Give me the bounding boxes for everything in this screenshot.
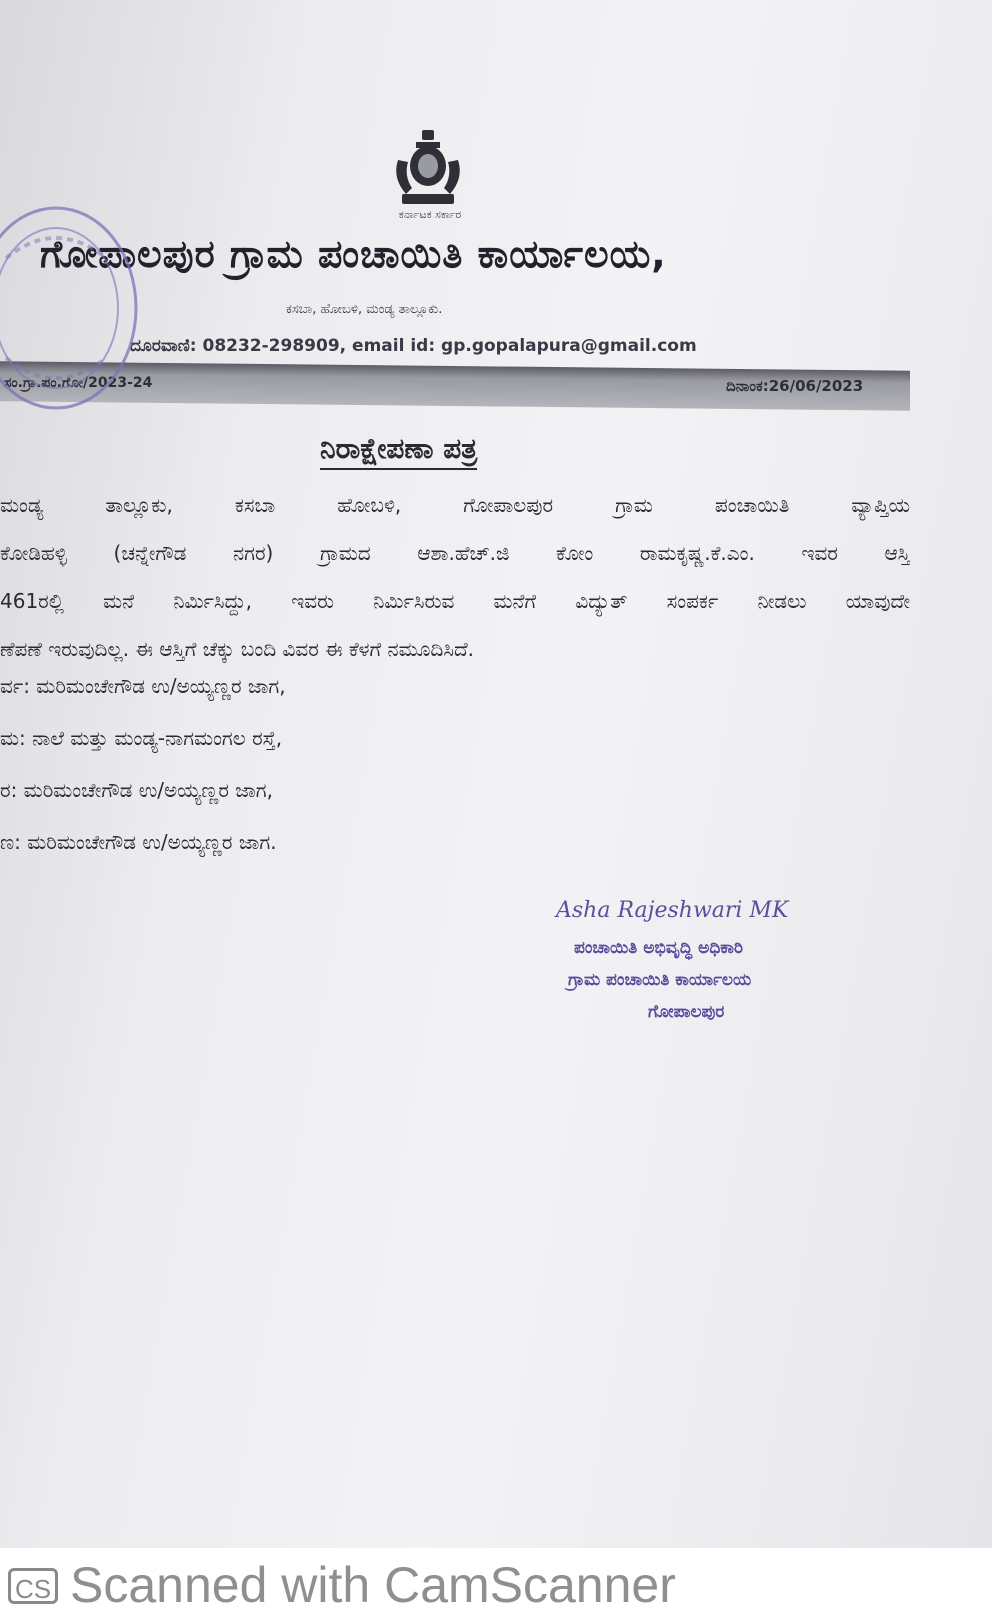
boundary-south: ಣ: ಮರಿಮಂಚೇಗೌಡ ಉ/ಅಯ್ಯಣ್ಣರ ಜಾಗ. xyxy=(0,830,277,854)
paragraph-line: ಕೋಡಿಹಳ್ಳಿ (ಚನ್ನೇಗೌಡ ನಗರ) ಗ್ರಾಮದ ಆಶಾ.ಹೆಚ್.ಜಿ ಕೋಂ ರಾಮಕೃಷ್ಣ.ಕೆ.ಎಂ. ಇವರ ಆಸ್ತಿ xyxy=(0,541,910,565)
signature-block xyxy=(556,898,876,1028)
watermark-text: Scanned with CamScanner xyxy=(70,1557,676,1613)
government-label: ಕರ್ನಾಟಕ ಸರ್ಕಾರ xyxy=(398,208,462,221)
paragraph-line: ಣೆಪಣೆ ಇರುವುದಿಲ್ಲ. ಈ ಆಸ್ತಿಗೆ ಚೆಕ್ಕು ಬಂದಿ ವಿವರ ಈ ಕೆಳಗೆ ನಮೂದಿಸಿದೆ. xyxy=(0,637,475,661)
handwritten-signature: Asha Rajeshwari MK xyxy=(556,898,789,923)
paragraph-line: 461ರಲ್ಲಿ ಮನೆ ನಿರ್ಮಿಸಿದ್ದು, ಇವರು ನಿರ್ಮಿಸಿರುವ ಮನೆಗೆ ವಿದ್ಯುತ್ ಸಂಪರ್ಕ ನೀಡಲು ಯಾವುದೇ xyxy=(0,589,910,613)
reference-number: ಸಂ.ಗ್ರಾ.ಪಂ.ಗೋ/2023-24 xyxy=(4,375,153,391)
boundary-north: ರ: ಮರಿಮಂಚೇಗೌಡ ಉ/ಅಯ್ಯಣ್ಣರ ಜಾಗ, xyxy=(0,778,273,802)
paragraph-line: ಮಂಡ್ಯ ತಾಲ್ಲೂಕು, ಕಸಬಾ ಹೋಬಳಿ, ಗೋಪಾಲಪುರ ಗ್ರಾಮ ಪಂಚಾಯಿತಿ ವ್ಯಾಪ್ತಿಯ xyxy=(0,493,910,517)
document-heading: ನಿರಾಕ್ಷೇಪಣಾ ಪತ್ರ xyxy=(320,432,477,470)
body-paragraph xyxy=(0,482,910,674)
signatory-designation: ಪಂಚಾಯಿತಿ ಅಭಿವೃದ್ಧಿ ಅಧಿಕಾರಿ xyxy=(574,938,743,958)
camscanner-logo-icon: CS xyxy=(8,1568,58,1604)
office-title: ಗೋಪಾಲಪುರ ಗ್ರಾಮ ಪಂಚಾಯಿತಿ ಕಾರ್ಯಾಲಯ, xyxy=(40,232,667,276)
contact-line: ದೂರವಾಣಿ: 08232-298909, email id: gp.gopalapura@gmail.com xyxy=(130,336,697,356)
signatory-place: ಗೋಪಾಲಪುರ xyxy=(648,1002,725,1022)
karnataka-emblem-icon xyxy=(388,130,468,210)
boundary-list xyxy=(0,660,700,868)
office-subtitle: ಕಸಬಾ, ಹೋಬಳಿ, ಮಂಡ್ಯ ತಾಲ್ಲೂಕು. xyxy=(286,302,443,317)
letter-date: ದಿನಾಂಕ:26/06/2023 xyxy=(726,377,864,395)
scanner-watermark xyxy=(0,1548,992,1618)
office-seal-stamp-icon xyxy=(0,198,146,410)
boundary-west: ಮ: ನಾಲೆ ಮತ್ತು ಮಂಡ್ಯ-ನಾಗಮಂಗಲ ರಸ್ತೆ, xyxy=(0,726,283,750)
signatory-office: ಗ್ರಾಮ ಪಂಚಾಯಿತಿ ಕಾರ್ಯಾಲಯ xyxy=(568,970,752,990)
boundary-east: ರ್ವ: ಮರಿಮಂಚೇಗೌಡ ಉ/ಅಯ್ಯಣ್ಣರ ಜಾಗ, xyxy=(0,674,286,698)
